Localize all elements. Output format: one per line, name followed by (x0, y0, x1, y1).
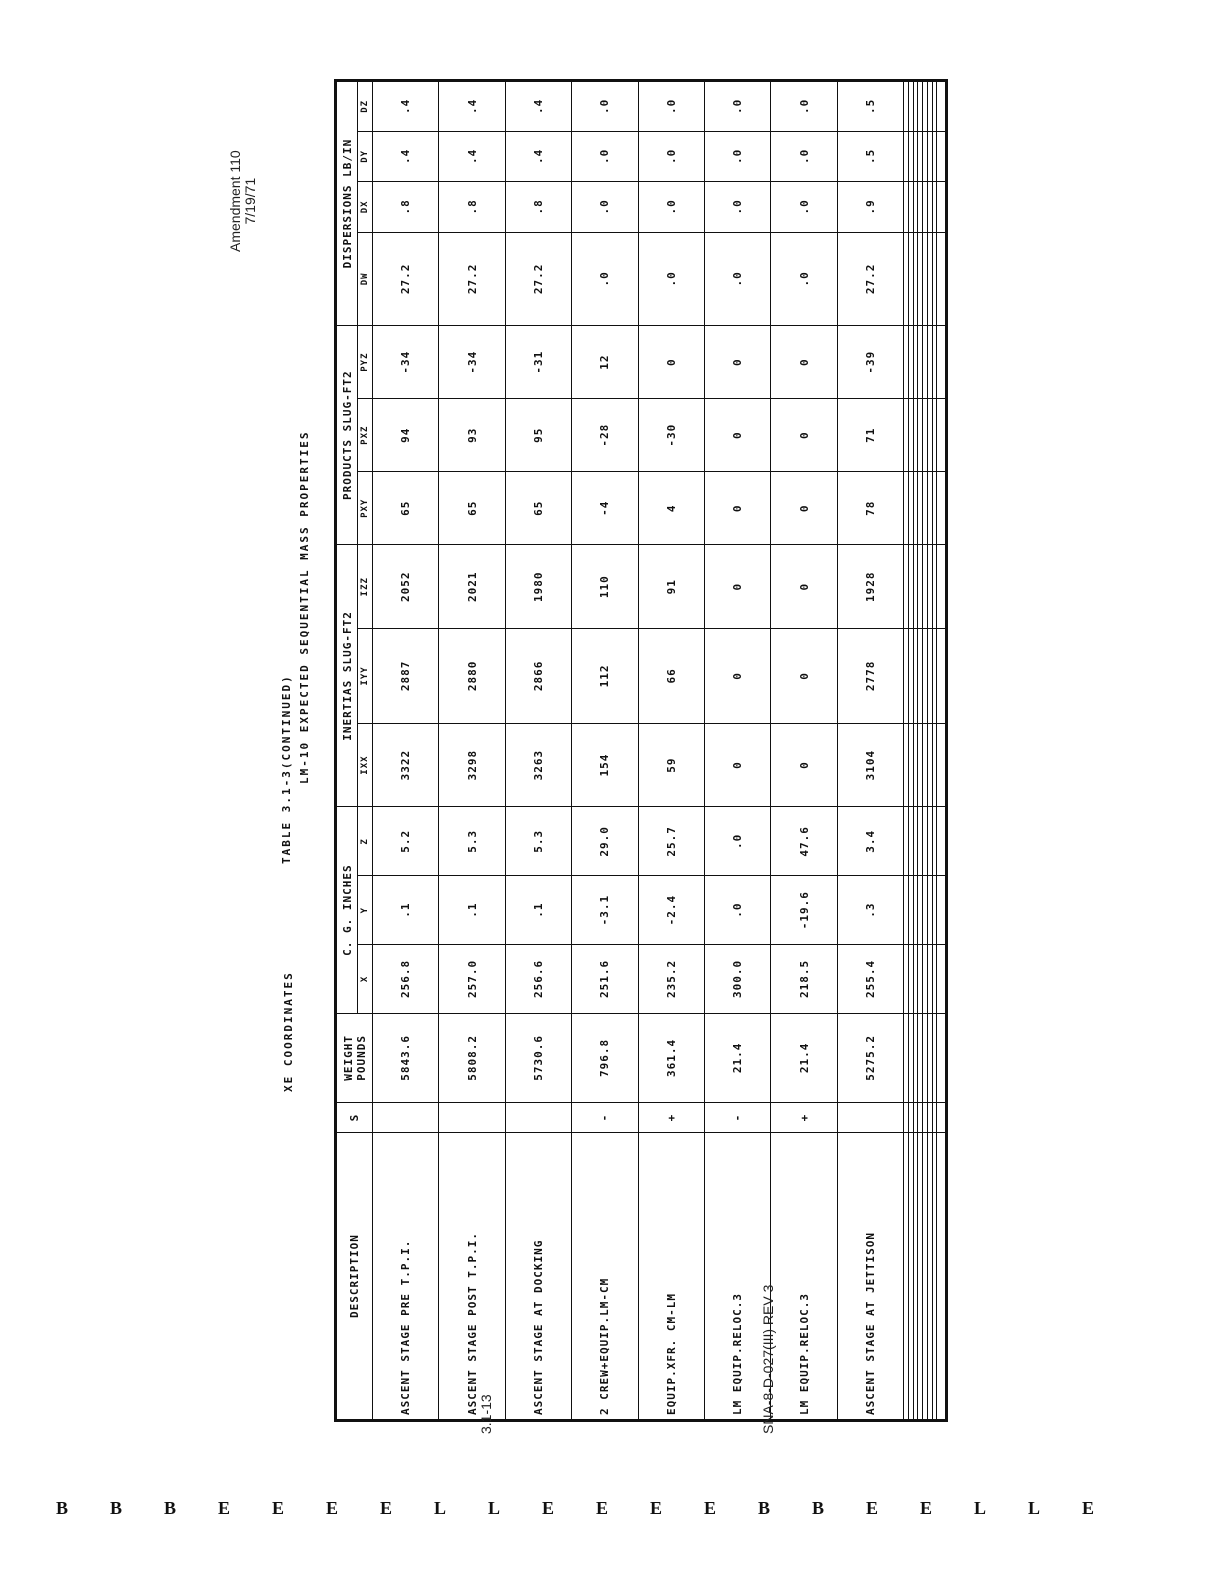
col-iyy: IYY (358, 629, 373, 724)
cell-z: 29.0 (572, 807, 638, 876)
cell-y: -3.1 (572, 876, 638, 945)
edge-mark: E (920, 1498, 933, 1518)
cell-pxy: 0 (705, 472, 771, 545)
col-weight (336, 1013, 373, 1102)
cell-x (937, 945, 947, 1014)
table-row (705, 81, 771, 1421)
edge-mark: L (974, 1498, 987, 1518)
cell-dz: .0 (771, 81, 837, 132)
cell-iyy: 2887 (373, 629, 439, 724)
edge-mark: B (812, 1498, 825, 1518)
edge-mark: B (758, 1498, 771, 1518)
cell-ixx: 0 (705, 723, 771, 807)
cell-dx: .0 (705, 182, 771, 233)
amendment-number: Amendment 110 (227, 150, 243, 252)
cell-s (505, 1102, 571, 1132)
cell-dy: .0 (572, 131, 638, 182)
cell-desc: ASCENT STAGE AT DOCKING (505, 1133, 571, 1421)
cell-pyz: 12 (572, 326, 638, 399)
cell-desc: LM EQUIP.RELOC.3 (771, 1133, 837, 1421)
table-body (373, 81, 947, 1421)
cell-z: 25.7 (638, 807, 704, 876)
cell-wt: 361.4 (638, 1013, 704, 1102)
cell-x: 235.2 (638, 945, 704, 1014)
cell-dw: 27.2 (505, 232, 571, 325)
cell-pyz: 0 (705, 326, 771, 399)
cell-iyy (937, 629, 947, 724)
cell-izz: 110 (572, 545, 638, 629)
amendment-date: 7/19/71 (242, 177, 258, 225)
cell-z: .0 (705, 807, 771, 876)
cell-dw: 27.2 (439, 232, 505, 325)
table-row (505, 81, 571, 1421)
cell-y: .1 (505, 876, 571, 945)
edge-mark: E (596, 1498, 609, 1518)
col-cg-x: X (358, 945, 373, 1014)
edge-mark: B (56, 1498, 69, 1518)
cell-pxy: 65 (439, 472, 505, 545)
col-pxz: PXZ (358, 399, 373, 472)
cell-x: 256.6 (505, 945, 571, 1014)
col-weight-line2: POUNDS (354, 1035, 368, 1081)
cell-dy: .0 (638, 131, 704, 182)
cell-iyy: 0 (705, 629, 771, 724)
cell-s: + (638, 1102, 704, 1132)
edge-mark: B (110, 1498, 123, 1518)
cell-y: .1 (439, 876, 505, 945)
cell-dx (937, 182, 947, 233)
cell-izz: 1928 (837, 545, 903, 629)
amendment-note (228, 150, 258, 252)
cell-ixx (937, 723, 947, 807)
cell-pxy: 4 (638, 472, 704, 545)
edge-mark: E (866, 1498, 879, 1518)
cell-dy (937, 131, 947, 182)
cell-dx: .0 (638, 182, 704, 233)
cell-iyy: 2778 (837, 629, 903, 724)
cell-dy: .4 (373, 131, 439, 182)
cell-pxz: -28 (572, 399, 638, 472)
cell-y (937, 876, 947, 945)
cell-pxz: 0 (771, 399, 837, 472)
cell-pyz (937, 326, 947, 399)
cell-dx: .8 (439, 182, 505, 233)
cell-ixx: 154 (572, 723, 638, 807)
edge-mark: E (704, 1498, 717, 1518)
cell-dw: 27.2 (373, 232, 439, 325)
cell-pxy: 78 (837, 472, 903, 545)
cell-y: .1 (373, 876, 439, 945)
cell-dw: .0 (705, 232, 771, 325)
cell-dz: .0 (638, 81, 704, 132)
cell-pyz: 0 (638, 326, 704, 399)
cell-s: + (771, 1102, 837, 1132)
cell-wt: 796.8 (572, 1013, 638, 1102)
edge-mark: L (488, 1498, 501, 1518)
edge-mark: E (1082, 1498, 1095, 1518)
cell-wt: 5275.2 (837, 1013, 903, 1102)
cell-x: 255.4 (837, 945, 903, 1014)
cell-pxy: 0 (771, 472, 837, 545)
cell-desc: LM EQUIP.RELOC.3 (705, 1133, 771, 1421)
col-ixx: IXX (358, 723, 373, 807)
cell-pxz: 93 (439, 399, 505, 472)
cell-ixx: 59 (638, 723, 704, 807)
cell-pyz: -34 (373, 326, 439, 399)
table-row (439, 81, 505, 1421)
cell-iyy: 2880 (439, 629, 505, 724)
cell-dy: .5 (837, 131, 903, 182)
cell-pxz: 95 (505, 399, 571, 472)
col-s: S (336, 1102, 373, 1132)
cell-s (937, 1102, 947, 1132)
col-cg-z: Z (358, 807, 373, 876)
cell-desc: 2 CREW+EQUIP.LM-CM (572, 1133, 638, 1421)
col-dy: DY (358, 131, 373, 182)
cell-dz: .4 (505, 81, 571, 132)
cell-dz: .0 (572, 81, 638, 132)
cell-iyy: 2866 (505, 629, 571, 724)
cell-s (837, 1102, 903, 1132)
blank-row (937, 81, 947, 1421)
cell-dz (937, 81, 947, 132)
cell-wt: 21.4 (771, 1013, 837, 1102)
cell-y: -19.6 (771, 876, 837, 945)
col-pxy: PXY (358, 472, 373, 545)
cell-dx: .8 (505, 182, 571, 233)
col-group-inertias: INERTIAS SLUG-FT2 (336, 545, 358, 807)
cell-s: - (572, 1102, 638, 1132)
col-group-cg: C. G. INCHES (336, 807, 358, 1013)
cell-dx: .8 (373, 182, 439, 233)
cell-dw: .0 (771, 232, 837, 325)
cell-z: 5.2 (373, 807, 439, 876)
table-row (837, 81, 903, 1421)
cell-dy: .0 (771, 131, 837, 182)
cell-x: 257.0 (439, 945, 505, 1014)
cell-ixx: 3263 (505, 723, 571, 807)
cell-pxy: -4 (572, 472, 638, 545)
table-row (771, 81, 837, 1421)
cell-x: 256.8 (373, 945, 439, 1014)
cell-dz: .0 (705, 81, 771, 132)
cell-desc: ASCENT STAGE POST T.P.I. (439, 1133, 505, 1421)
cell-dw (937, 232, 947, 325)
col-weight-line1: WEIGHT (341, 1035, 355, 1081)
cell-pyz: -39 (837, 326, 903, 399)
cell-pxz: 0 (705, 399, 771, 472)
cell-iyy: 0 (771, 629, 837, 724)
cell-z (937, 807, 947, 876)
cell-desc: ASCENT STAGE AT JETTISON (837, 1133, 903, 1421)
cell-iyy: 112 (572, 629, 638, 724)
cell-dy: .4 (439, 131, 505, 182)
cell-y: -2.4 (638, 876, 704, 945)
cell-wt (937, 1013, 947, 1102)
cell-dy: .4 (505, 131, 571, 182)
mass-properties-table (334, 79, 948, 1422)
edge-mark: E (326, 1498, 339, 1518)
document-id: SNA-8-D-027(III) REV 3 (760, 1284, 776, 1434)
cell-iyy: 66 (638, 629, 704, 724)
cell-pxz: 71 (837, 399, 903, 472)
cell-dz: .4 (439, 81, 505, 132)
cell-ixx: 3298 (439, 723, 505, 807)
cell-s (439, 1102, 505, 1132)
cell-pyz: -31 (505, 326, 571, 399)
edge-mark: L (434, 1498, 447, 1518)
edge-mark: E (272, 1498, 285, 1518)
cell-pxy: 65 (505, 472, 571, 545)
cell-dx: .9 (837, 182, 903, 233)
table-row (638, 81, 704, 1421)
cell-dy: .0 (705, 131, 771, 182)
cell-s (373, 1102, 439, 1132)
cell-pxz (937, 399, 947, 472)
cell-pxy: 65 (373, 472, 439, 545)
col-pyz: PYZ (358, 326, 373, 399)
cell-x: 218.5 (771, 945, 837, 1014)
col-dx: DX (358, 182, 373, 233)
table-title: TABLE 3.1-3(CONTINUED) (280, 674, 293, 864)
cell-wt: 21.4 (705, 1013, 771, 1102)
cell-z: 3.4 (837, 807, 903, 876)
edge-mark: E (650, 1498, 663, 1518)
cell-z: 47.6 (771, 807, 837, 876)
cell-izz: 1980 (505, 545, 571, 629)
cell-desc (937, 1133, 947, 1421)
cell-ixx: 0 (771, 723, 837, 807)
cell-pxz: -30 (638, 399, 704, 472)
cell-izz: 2021 (439, 545, 505, 629)
table-row (373, 81, 439, 1421)
cell-pyz: -34 (439, 326, 505, 399)
cell-x: 251.6 (572, 945, 638, 1014)
cell-wt: 5843.6 (373, 1013, 439, 1102)
cell-izz: 2052 (373, 545, 439, 629)
table-subtitle: LM-10 EXPECTED SEQUENTIAL MASS PROPERTIES (298, 430, 311, 784)
edge-mark: E (542, 1498, 555, 1518)
cell-pyz: 0 (771, 326, 837, 399)
cell-izz: 0 (705, 545, 771, 629)
col-dw: DW (358, 232, 373, 325)
page-edge-marks (0, 1498, 1220, 1518)
cell-y: .0 (705, 876, 771, 945)
col-group-dispersions: DISPERSIONS LB/IN (336, 81, 358, 326)
cell-dw: .0 (638, 232, 704, 325)
cell-dx: .0 (771, 182, 837, 233)
col-description: DESCRIPTION (336, 1133, 373, 1421)
cell-s: - (705, 1102, 771, 1132)
edge-mark: B (164, 1498, 177, 1518)
edge-mark: L (1028, 1498, 1041, 1518)
cell-dz: .4 (373, 81, 439, 132)
cell-wt: 5808.2 (439, 1013, 505, 1102)
col-cg-y: Y (358, 876, 373, 945)
cell-dx: .0 (572, 182, 638, 233)
col-dz: DZ (358, 81, 373, 132)
cell-izz: 0 (771, 545, 837, 629)
coordinate-system-label: XE COORDINATES (282, 971, 295, 1092)
table-row (572, 81, 638, 1421)
cell-dw: 27.2 (837, 232, 903, 325)
cell-x: 300.0 (705, 945, 771, 1014)
cell-desc: ASCENT STAGE PRE T.P.I. (373, 1133, 439, 1421)
cell-pxy (937, 472, 947, 545)
edge-mark: E (380, 1498, 393, 1518)
cell-ixx: 3322 (373, 723, 439, 807)
cell-izz (937, 545, 947, 629)
edge-mark: E (218, 1498, 231, 1518)
cell-pxz: 94 (373, 399, 439, 472)
cell-z: 5.3 (505, 807, 571, 876)
cell-izz: 91 (638, 545, 704, 629)
cell-y: .3 (837, 876, 903, 945)
cell-ixx: 3104 (837, 723, 903, 807)
cell-dz: .5 (837, 81, 903, 132)
page-number: 3.1-13 (478, 1394, 494, 1434)
col-izz: IZZ (358, 545, 373, 629)
cell-dw: .0 (572, 232, 638, 325)
cell-wt: 5730.6 (505, 1013, 571, 1102)
col-group-products: PRODUCTS SLUG-FT2 (336, 326, 358, 545)
cell-z: 5.3 (439, 807, 505, 876)
cell-desc: EQUIP.XFR. CM-LM (638, 1133, 704, 1421)
